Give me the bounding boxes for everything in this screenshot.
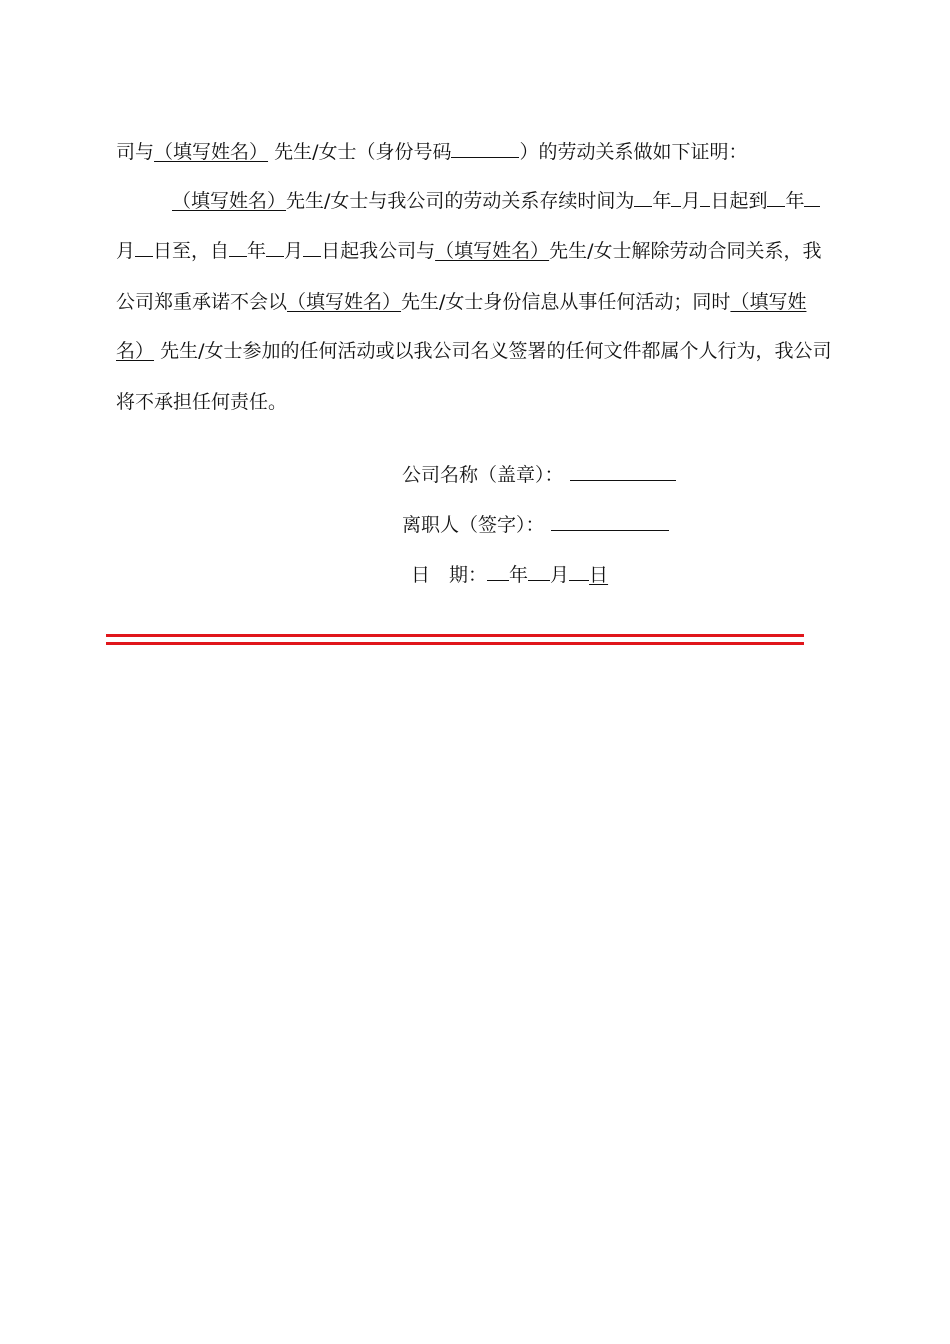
text: 日至，自 — [153, 240, 230, 262]
text: 先生/女士解除劳动合同关系，我 — [549, 240, 822, 262]
text: 司与 — [116, 141, 155, 163]
blank — [671, 188, 681, 207]
text: 月 — [681, 190, 701, 212]
person-label: 离职人（签字）： — [402, 514, 545, 536]
text: 先生/女士与我公司的劳动关系存续时间为 — [286, 190, 635, 212]
name-placeholder-end: 名） — [116, 340, 155, 362]
name-placeholder: （填写姓名） — [154, 141, 269, 163]
year-blank — [487, 562, 509, 581]
text: 先生/女士身份信息从事任何活动；同时 — [401, 291, 731, 313]
date-line — [411, 562, 608, 588]
text: 月 — [284, 240, 304, 262]
text: 先生/女士参加的任何活动或以我公司名义签署的任何文件都属个人行为，我公司 — [160, 340, 832, 362]
month-blank — [528, 562, 550, 581]
red-divider-top — [106, 634, 804, 637]
blank — [135, 238, 153, 257]
text: 日起我公司与 — [321, 240, 436, 262]
text: 将不承担任何责任。 — [116, 391, 288, 413]
blank — [303, 238, 321, 257]
text: 年 — [785, 190, 805, 212]
text: 年 — [652, 190, 672, 212]
name-placeholder-start: （填写姓 — [730, 291, 807, 313]
text: 年 — [247, 240, 267, 262]
body-line-2 — [172, 188, 820, 214]
company-signature-line — [402, 462, 676, 488]
month-label: 月 — [550, 564, 570, 586]
blank — [767, 188, 785, 207]
text: ）的劳动关系做如下证明： — [519, 141, 748, 163]
name-placeholder: （填写姓名） — [287, 291, 402, 313]
year-label: 年 — [509, 564, 529, 586]
red-divider-bottom — [106, 642, 804, 645]
body-line-1 — [116, 139, 748, 165]
blank — [266, 238, 284, 257]
blank — [804, 188, 820, 207]
company-label: 公司名称（盖章）： — [402, 464, 564, 486]
text: 月 — [116, 240, 136, 262]
text: 日起到 — [710, 190, 768, 212]
blank — [229, 238, 247, 257]
person-signature-line — [402, 512, 669, 538]
blank — [634, 188, 652, 207]
name-placeholder: （填写姓名） — [172, 190, 287, 212]
text: 先生/女士（身份号码 — [274, 141, 452, 163]
day-label: 日 — [589, 564, 609, 586]
day-blank — [569, 562, 589, 581]
id-number-blank — [451, 139, 519, 158]
body-line-4 — [116, 289, 806, 315]
person-sign-blank — [551, 512, 669, 531]
body-line-6 — [116, 389, 287, 415]
blank — [700, 188, 710, 207]
date-label: 日 期： — [411, 564, 488, 586]
name-placeholder: （填写姓名） — [435, 240, 550, 262]
body-line-5 — [116, 338, 831, 364]
body-line-3 — [116, 238, 822, 264]
company-seal-blank — [570, 462, 676, 481]
text: 公司郑重承诺不会以 — [116, 291, 288, 313]
